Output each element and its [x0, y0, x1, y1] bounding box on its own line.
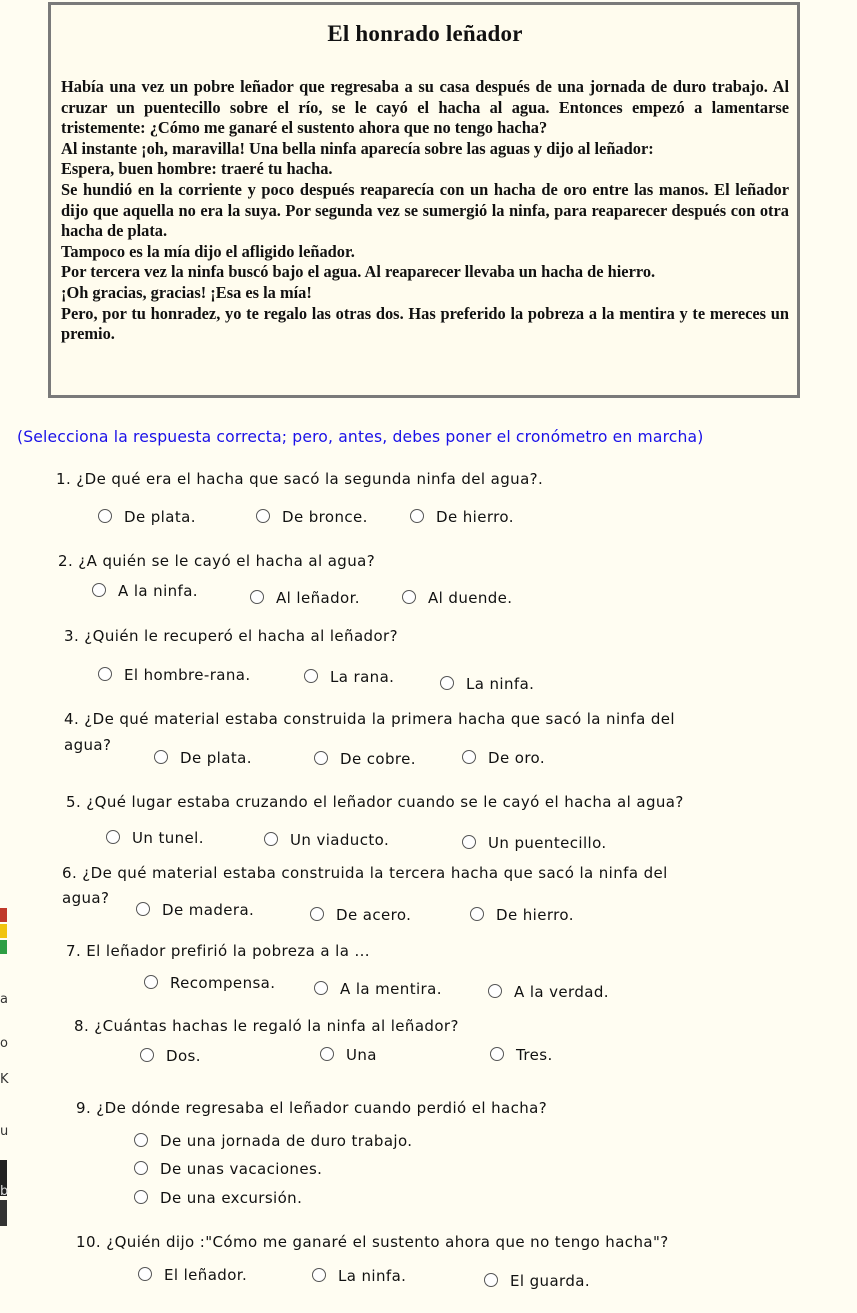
q5-option-1[interactable] — [106, 829, 204, 847]
story-paragraph: Pero, por tu honradez, yo te regalo las otras dos. Has preferido la pobreza a la mentira y te mereces un premio. — [61, 303, 789, 344]
q4-option-3[interactable] — [462, 749, 545, 767]
option-label: El guarda. — [510, 1272, 591, 1290]
q1-option-3[interactable] — [410, 508, 514, 526]
radio-button[interactable] — [484, 1273, 498, 1287]
q2-option-1[interactable] — [92, 582, 198, 600]
radio-button[interactable] — [140, 1048, 154, 1062]
q3-option-3[interactable] — [440, 675, 534, 693]
question-5: 5. ¿Qué lugar estaba cruzando el leñador cuando se le cayó el hacha al agua? — [66, 793, 684, 811]
radio-button[interactable] — [134, 1190, 148, 1204]
q10-option-3[interactable] — [484, 1272, 590, 1290]
radio-button[interactable] — [136, 902, 150, 916]
q3-option-1[interactable] — [98, 666, 251, 684]
q9-option-3[interactable] — [134, 1189, 302, 1207]
radio-button[interactable] — [256, 509, 270, 523]
radio-button[interactable] — [490, 1047, 504, 1061]
option-label: Un tunel. — [132, 829, 204, 847]
radio-button[interactable] — [144, 975, 158, 989]
option-label: De una jornada de duro trabajo. — [160, 1132, 413, 1150]
option-label: De hierro. — [496, 906, 574, 924]
question-3: 3. ¿Quién le recuperó el hacha al leñador? — [64, 627, 398, 645]
story-paragraph: Espera, buen hombre: traeré tu hacha. — [61, 159, 333, 179]
q4-option-2[interactable] — [314, 750, 416, 768]
side-fragment-text: K — [0, 1072, 9, 1087]
q1-option-1[interactable] — [98, 508, 196, 526]
option-label: Al duende. — [428, 589, 513, 607]
q5-option-3[interactable] — [462, 834, 607, 852]
q2-option-3[interactable] — [402, 589, 512, 607]
radio-button[interactable] — [314, 751, 328, 765]
option-label: Un puentecillo. — [488, 834, 607, 852]
story-paragraph: Por tercera vez la ninfa buscó bajo el agua. Al reaparecer llevaba un hacha de hierro. — [61, 262, 656, 282]
q2-option-2[interactable] — [250, 589, 360, 607]
story-paragraph: ¡Oh gracias, gracias! ¡Esa es la mía! — [61, 282, 312, 302]
side-fragment-green — [0, 940, 7, 954]
question-1: 1. ¿De qué era el hacha que sacó la segunda ninfa del agua?. — [56, 470, 544, 488]
radio-button[interactable] — [92, 583, 106, 597]
q3-option-2[interactable] — [304, 668, 394, 686]
radio-button[interactable] — [402, 590, 416, 604]
radio-button[interactable] — [264, 832, 278, 846]
story-paragraph: Tampoco es la mía dijo el afligido leñador. — [61, 241, 355, 261]
question-6: 6. ¿De qué material estaba construida la tercera hacha que sacó la ninfa del — [62, 864, 668, 882]
option-label: El hombre-rana. — [124, 666, 251, 684]
option-label: El leñador. — [164, 1266, 248, 1284]
question-10: 10. ¿Quién dijo :"Cómo me ganaré el sustento ahora que no tengo hacha"? — [76, 1233, 669, 1251]
option-label: De una excursión. — [160, 1189, 303, 1207]
question-9: 9. ¿De dónde regresaba el leñador cuando perdió el hacha? — [76, 1099, 548, 1117]
option-label: De unas vacaciones. — [160, 1160, 323, 1178]
radio-button[interactable] — [134, 1161, 148, 1175]
question-4: 4. ¿De qué material estaba construida la primera hacha que sacó la ninfa del — [64, 710, 675, 728]
story-title: El honrado leñador — [327, 21, 523, 46]
option-label: La rana. — [330, 668, 395, 686]
side-fragment-red — [0, 908, 7, 922]
radio-button[interactable] — [106, 830, 120, 844]
radio-button[interactable] — [470, 907, 484, 921]
q7-option-1[interactable] — [144, 974, 275, 992]
radio-button[interactable] — [138, 1267, 152, 1281]
option-label: Recompensa. — [170, 974, 276, 992]
question-7: 7. El leñador prefirió la pobreza a la ... — [66, 942, 370, 960]
side-fragment-text: u — [0, 1124, 9, 1139]
instruction-text: (Selecciona la respuesta correcta; pero, antes, debes poner el cronómetro en marcha) — [17, 428, 704, 446]
radio-button[interactable] — [462, 835, 476, 849]
side-fragment-text: a — [0, 992, 8, 1007]
story-paragraph: Al instante ¡oh, maravilla! Una bella ninfa aparecía sobre las aguas y dijo al leñador: — [61, 138, 654, 158]
story-paragraph: Se hundió en la corriente y poco después reaparecía con un hacha de oro entre las manos. El leñador dijo que aquella no era la suya. Por segunda vez se sumergió la ninfa, para reaparecer después con otra hacha de plata. — [61, 179, 789, 241]
radio-button[interactable] — [462, 750, 476, 764]
option-label: Un viaducto. — [290, 831, 390, 849]
option-label: De hierro. — [436, 508, 514, 526]
q6-option-3[interactable] — [470, 906, 574, 924]
option-label: La ninfa. — [466, 675, 535, 693]
radio-button[interactable] — [312, 1268, 326, 1282]
q8-option-1[interactable] — [140, 1047, 201, 1065]
option-label: Tres. — [516, 1046, 553, 1064]
q6-option-1[interactable] — [136, 901, 254, 919]
q7-option-3[interactable] — [488, 983, 609, 1001]
q4-option-1[interactable] — [154, 749, 252, 767]
side-fragment-text: o — [0, 1036, 8, 1051]
side-fragment-text: b — [0, 1184, 9, 1199]
q5-option-2[interactable] — [264, 831, 389, 849]
radio-button[interactable] — [410, 509, 424, 523]
radio-button[interactable] — [310, 907, 324, 921]
option-label: De oro. — [488, 749, 546, 767]
radio-button[interactable] — [98, 667, 112, 681]
q10-option-2[interactable] — [312, 1267, 406, 1285]
q8-option-3[interactable] — [490, 1046, 553, 1064]
radio-button[interactable] — [304, 669, 318, 683]
question-8: 8. ¿Cuántas hachas le regaló la ninfa al leñador? — [74, 1017, 459, 1035]
side-fragment-yellow — [0, 924, 7, 938]
story-paragraph: Había una vez un pobre leñador que regresaba a su casa después de una jornada de duro trabajo. Al cruzar un puentecillo sobre el río, se le cayó el hacha al agua. Entonces empezó a lamentarse tristemente: ¿Cómo me ganaré el sustento ahora que no tengo hacha? — [61, 77, 789, 138]
option-label: De plata. — [180, 749, 252, 767]
q10-option-1[interactable] — [138, 1266, 247, 1284]
question-2: 2. ¿A quién se le cayó el hacha al agua? — [58, 552, 376, 570]
radio-button[interactable] — [488, 984, 502, 998]
radio-button[interactable] — [154, 750, 168, 764]
q7-option-2[interactable] — [314, 980, 442, 998]
radio-button[interactable] — [440, 676, 454, 690]
option-label: A la verdad. — [514, 983, 609, 1001]
option-label: Al leñador. — [276, 589, 360, 607]
option-label: Una — [346, 1046, 377, 1064]
question-6-line-2: agua? — [62, 889, 110, 907]
q6-option-2[interactable] — [310, 906, 411, 924]
option-label: A la mentira. — [340, 980, 442, 998]
option-label: De cobre. — [340, 750, 416, 768]
option-label: De madera. — [162, 901, 255, 919]
radio-button[interactable] — [314, 981, 328, 995]
side-fragment-dark — [0, 1200, 7, 1226]
option-label: La ninfa. — [338, 1267, 407, 1285]
option-label: De acero. — [336, 906, 412, 924]
q1-option-2[interactable] — [256, 508, 368, 526]
radio-button[interactable] — [98, 509, 112, 523]
q8-option-2[interactable] — [320, 1046, 377, 1064]
radio-button[interactable] — [134, 1133, 148, 1147]
radio-button[interactable] — [250, 590, 264, 604]
story-panel — [48, 2, 800, 398]
radio-button[interactable] — [320, 1047, 334, 1061]
option-label: A la ninfa. — [118, 582, 198, 600]
q9-option-2[interactable] — [134, 1160, 322, 1178]
question-4-line-2: agua? — [64, 736, 112, 754]
option-label: De bronce. — [282, 508, 368, 526]
option-label: De plata. — [124, 508, 196, 526]
q9-option-1[interactable] — [134, 1132, 412, 1150]
option-label: Dos. — [166, 1047, 201, 1065]
